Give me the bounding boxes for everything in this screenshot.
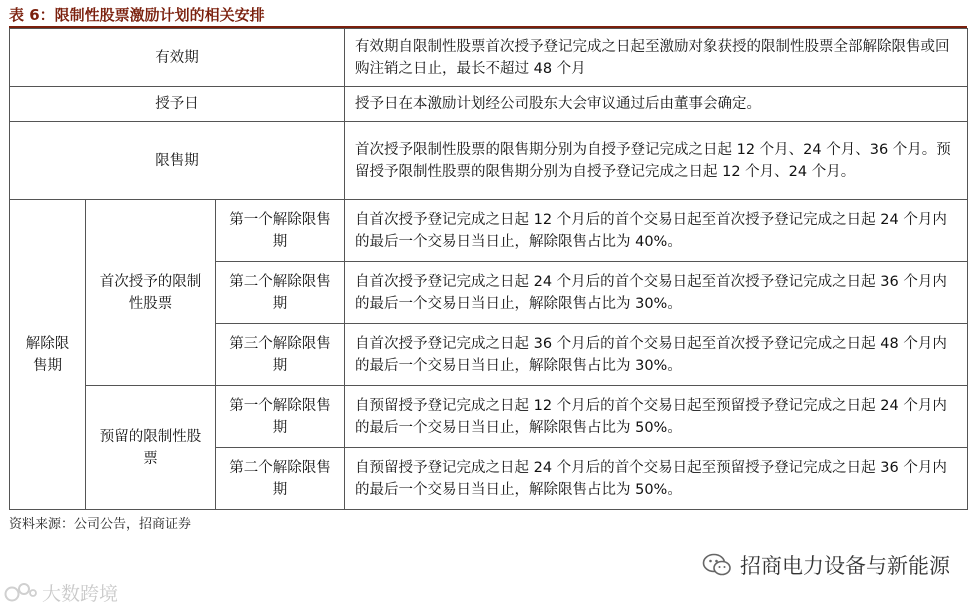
corner-watermark	[4, 578, 118, 606]
grant-date-desc: 授予日在本激励计划经公司股东大会审议通过后由董事会确定。	[345, 87, 968, 122]
table-row-unlock-first-1	[10, 200, 968, 262]
table-row-lockup	[10, 122, 968, 200]
unlock-period-label: 解除限售期	[10, 200, 86, 510]
first-grant-phase-2-label: 第二个解除限售期	[216, 262, 345, 324]
first-grant-phase-1-desc: 自首次授予登记完成之日起 12 个月后的首个交易日起至首次授予登记完成之日起 24 个月内的最后一个交易日当日止，解除限售占比为 40%。	[345, 200, 968, 262]
reserved-grant-phase-1-desc: 自预留授予登记完成之日起 12 个月后的首个交易日起至预留授予登记完成之日起 24 个月内的最后一个交易日当日止，解除限售占比为 50%。	[345, 386, 968, 448]
reserved-grant-phase-2-label: 第二个解除限售期	[216, 448, 345, 510]
first-grant-phase-1-label: 第一个解除限售期	[216, 200, 345, 262]
brand-logo-icon	[4, 580, 38, 604]
valid-period-label: 有效期	[10, 29, 345, 87]
table-row-valid-period	[10, 29, 968, 87]
incentive-plan-table	[9, 28, 968, 510]
first-grant-label: 首次授予的限制性股票	[86, 200, 216, 386]
table-row-unlock-reserved-1	[10, 386, 968, 448]
valid-period-desc: 有效期自限制性股票首次授予登记完成之日起至激励对象获授的限制性股票全部解除限售或回购注销之日止，最长不超过 48 个月	[345, 29, 968, 87]
reserved-grant-phase-1-label: 第一个解除限售期	[216, 386, 345, 448]
grant-date-label: 授予日	[10, 87, 345, 122]
corner-brand-text: 大数跨境	[42, 582, 119, 605]
wechat-account-name: 招商电力设备与新能源	[740, 554, 950, 578]
table-title: 表 6：限制性股票激励计划的相关安排	[9, 6, 265, 24]
lockup-desc: 首次授予限制性股票的限售期分别为自授予登记完成之日起 12 个月、24 个月、36 个月。预留授予限制性股票的限售期分别为自授予登记完成之日起 12 个月、24 个月。	[345, 122, 968, 200]
wechat-watermark	[702, 550, 950, 580]
wechat-icon	[702, 552, 732, 578]
table-row-grant-date	[10, 87, 968, 122]
first-grant-phase-3-desc: 自首次授予登记完成之日起 36 个月后的首个交易日起至首次授予登记完成之日起 48 个月内的最后一个交易日当日止，解除限售占比为 30%。	[345, 324, 968, 386]
source-note: 资料来源：公司公告，招商证券	[9, 517, 192, 532]
lockup-label: 限售期	[10, 122, 345, 200]
first-grant-phase-3-label: 第三个解除限售期	[216, 324, 345, 386]
first-grant-phase-2-desc: 自首次授予登记完成之日起 24 个月后的首个交易日起至首次授予登记完成之日起 36 个月内的最后一个交易日当日止，解除限售占比为 30%。	[345, 262, 968, 324]
reserved-grant-phase-2-desc: 自预留授予登记完成之日起 24 个月后的首个交易日起至预留授予登记完成之日起 36 个月内的最后一个交易日当日止，解除限售占比为 50%。	[345, 448, 968, 510]
reserved-grant-label: 预留的限制性股票	[86, 386, 216, 510]
